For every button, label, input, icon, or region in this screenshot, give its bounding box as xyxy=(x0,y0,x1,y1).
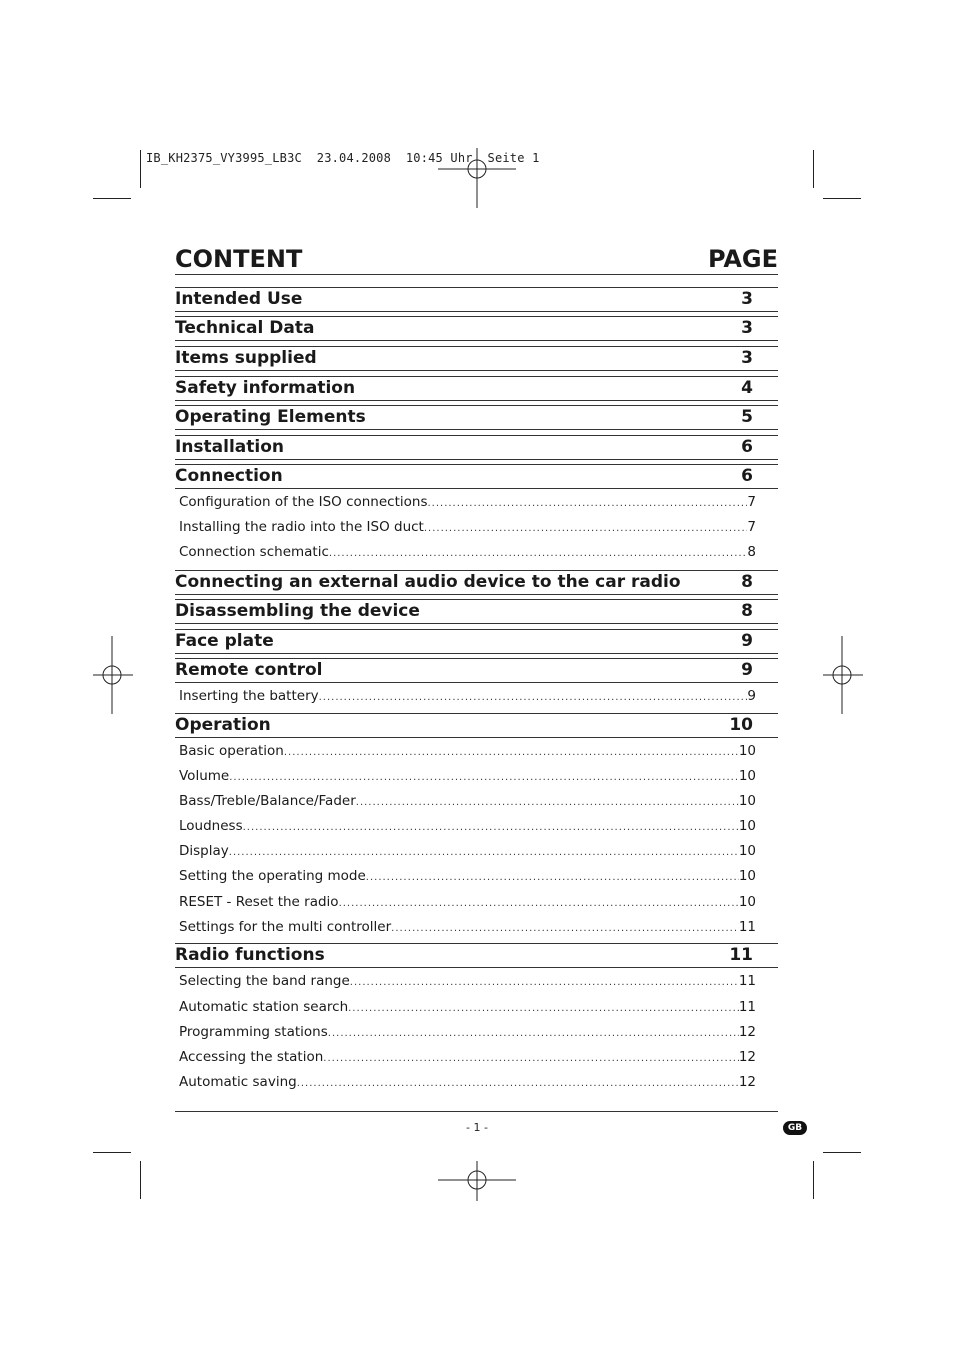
toc-section-page: 9 xyxy=(741,631,753,651)
toc-subentry-page: 7 xyxy=(747,519,756,535)
toc-section xyxy=(175,599,778,624)
registration-mark-icon xyxy=(73,636,151,714)
toc-subentry-page: 10 xyxy=(738,743,756,759)
crop-mark xyxy=(140,1161,141,1199)
toc-subentry xyxy=(179,768,756,786)
toc-subentry xyxy=(179,894,756,912)
dot-leader xyxy=(391,923,739,934)
toc-subentry-title: Bass/Treble/Balance/Fader xyxy=(179,793,356,809)
toc-subentry-title: Display xyxy=(179,843,229,859)
toc-section-title: Intended Use xyxy=(175,289,303,309)
toc-subentry xyxy=(179,1024,756,1042)
toc-subentry-page: 11 xyxy=(738,973,756,989)
toc-subentry-page: 12 xyxy=(738,1074,756,1090)
toc-subentry-page: 10 xyxy=(738,768,756,784)
dot-leader xyxy=(350,977,739,988)
toc-subentry xyxy=(179,973,756,991)
dot-leader xyxy=(427,498,747,509)
dot-leader xyxy=(328,1028,739,1039)
toc-section-title: Radio functions xyxy=(175,945,325,965)
dot-leader xyxy=(366,872,739,883)
toc-section-title: Operating Elements xyxy=(175,407,366,427)
toc-section-title: Safety information xyxy=(175,378,356,398)
dot-leader xyxy=(323,1053,739,1064)
toc-subentry xyxy=(179,999,756,1017)
toc-section xyxy=(175,346,778,371)
heading-content: CONTENT xyxy=(175,245,303,273)
toc-section-title: Operation xyxy=(175,715,271,735)
toc-subentry xyxy=(179,519,756,537)
toc-section-page: 3 xyxy=(741,318,753,338)
toc-subentry-page: 11 xyxy=(738,999,756,1015)
toc-section xyxy=(175,658,778,683)
dot-leader xyxy=(356,797,739,808)
toc-subentry-page: 10 xyxy=(738,793,756,809)
dot-leader xyxy=(229,772,739,783)
toc-section xyxy=(175,376,778,401)
toc-section xyxy=(175,316,778,341)
toc-subentry-page: 7 xyxy=(747,494,756,510)
toc-subentry-title: Volume xyxy=(179,768,230,784)
toc-subentry-page: 10 xyxy=(738,868,756,884)
toc-subentry-title: Accessing the station xyxy=(179,1049,324,1065)
toc-section xyxy=(175,405,778,430)
toc-subentry xyxy=(179,919,756,937)
toc-subentry-title: Automatic saving xyxy=(179,1074,297,1090)
crop-mark xyxy=(93,198,131,199)
toc-section xyxy=(175,713,778,738)
toc-subentry-title: Basic operation xyxy=(179,743,284,759)
dot-leader xyxy=(339,898,739,909)
toc-subentry-page: 12 xyxy=(738,1024,756,1040)
toc-section-title: Connecting an external audio device to the car radio xyxy=(175,572,681,592)
crop-mark xyxy=(813,150,814,188)
toc-subentry-title: Setting the operating mode xyxy=(179,868,366,884)
toc-section-page: 9 xyxy=(741,660,753,680)
toc-subentry xyxy=(179,743,756,761)
dot-leader xyxy=(319,692,748,703)
toc-subentry-title: Automatic station search xyxy=(179,999,349,1015)
toc-subentry xyxy=(179,868,756,886)
dot-leader xyxy=(424,523,748,534)
toc-section xyxy=(175,435,778,460)
toc-subentry-title: Inserting the battery xyxy=(179,688,319,704)
crop-mark xyxy=(823,198,861,199)
registration-mark-icon xyxy=(438,130,516,208)
page-number: - 1 - xyxy=(466,1121,488,1134)
registration-mark-icon xyxy=(438,1141,516,1219)
toc-section-page: 10 xyxy=(729,715,753,735)
toc-subentry-page: 12 xyxy=(738,1049,756,1065)
toc-subentry xyxy=(179,494,756,512)
toc-section xyxy=(175,570,778,595)
dot-leader xyxy=(284,747,739,758)
toc-section-title: Face plate xyxy=(175,631,274,651)
toc-section-page: 5 xyxy=(741,407,753,427)
toc-subentry-page: 8 xyxy=(747,544,756,560)
toc-subentry-title: Connection schematic xyxy=(179,544,329,560)
toc-subentry xyxy=(179,544,756,562)
language-badge: GB xyxy=(783,1121,807,1135)
toc-section-page: 3 xyxy=(741,348,753,368)
toc-subentry-title: RESET - Reset the radio xyxy=(179,894,339,910)
toc-section-page: 3 xyxy=(741,289,753,309)
crop-mark xyxy=(140,150,141,188)
toc-section-title: Installation xyxy=(175,437,285,457)
toc-subentry-title: Selecting the band range xyxy=(179,973,350,989)
toc-section-title: Items supplied xyxy=(175,348,317,368)
toc-section-title: Disassembling the device xyxy=(175,601,420,621)
toc-section-page: 6 xyxy=(741,466,753,486)
toc-subentry-page: 9 xyxy=(747,688,756,704)
heading-page: PAGE xyxy=(707,245,778,273)
toc-subentry-title: Installing the radio into the ISO duct xyxy=(179,519,424,535)
dot-leader xyxy=(297,1078,739,1089)
toc-heading xyxy=(175,244,778,275)
toc-subentry-title: Programming stations xyxy=(179,1024,328,1040)
toc-section-page: 6 xyxy=(741,437,753,457)
toc-subentry-title: Configuration of the ISO connections xyxy=(179,494,428,510)
toc-subentry xyxy=(179,1074,756,1092)
toc-subentry-page: 10 xyxy=(738,818,756,834)
dot-leader xyxy=(229,847,739,858)
toc-subentry xyxy=(179,688,756,706)
print-slug: IB_KH2375_VY3995_LB3C 23.04.2008 10:45 Uhr Seite 1 xyxy=(146,151,540,165)
dot-leader xyxy=(243,822,739,833)
toc-section xyxy=(175,629,778,654)
toc-section-page: 8 xyxy=(741,601,753,621)
toc-section-title: Remote control xyxy=(175,660,323,680)
toc-section-title: Technical Data xyxy=(175,318,315,338)
dot-leader xyxy=(329,548,748,559)
toc-section-title: Connection xyxy=(175,466,283,486)
toc-section-page: 8 xyxy=(741,572,753,592)
crop-mark xyxy=(93,1152,131,1153)
toc-section-page: 4 xyxy=(741,378,753,398)
toc-section xyxy=(175,287,778,312)
toc-subentry-page: 11 xyxy=(738,919,756,935)
toc-section xyxy=(175,464,778,489)
toc-subentry-title: Settings for the multi controller xyxy=(179,919,392,935)
toc-subentry-page: 10 xyxy=(738,894,756,910)
toc-subentry-title: Loudness xyxy=(179,818,243,834)
toc-subentry-page: 10 xyxy=(738,843,756,859)
dot-leader xyxy=(348,1003,739,1014)
crop-mark xyxy=(813,1161,814,1199)
footer-rule xyxy=(175,1111,778,1112)
toc-subentry xyxy=(179,1049,756,1067)
toc-subentry xyxy=(179,793,756,811)
registration-mark-icon xyxy=(803,636,881,714)
toc-subentry xyxy=(179,843,756,861)
toc-subentry xyxy=(179,818,756,836)
crop-mark xyxy=(823,1152,861,1153)
toc-section xyxy=(175,943,778,968)
toc-section-page: 11 xyxy=(729,945,753,965)
